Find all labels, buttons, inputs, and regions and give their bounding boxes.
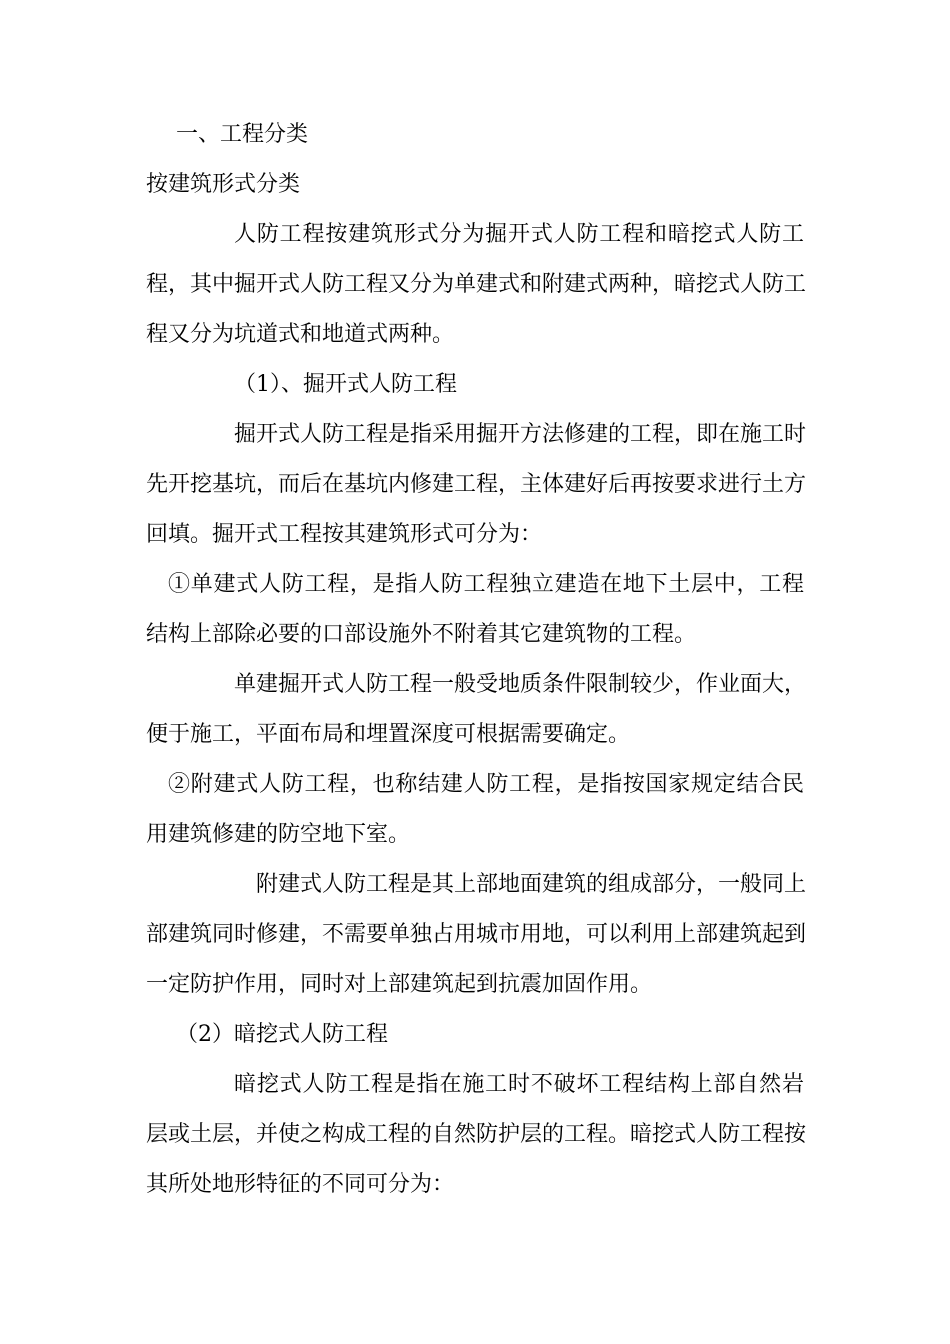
paragraph-line: 程，其中掘开式人防工程又分为单建式和附建式两种，暗挖式人防工 [146, 272, 807, 297]
paragraph-line: 掘开式人防工程是指采用掘开方法修建的工程，即在施工时 [234, 422, 807, 447]
paragraph-line: 人防工程按建筑形式分为掘开式人防工程和暗挖式人防工 [234, 222, 804, 247]
paragraph-line: 其所处地形特征的不同可分为： [146, 1172, 455, 1197]
paragraph-line: 暗挖式人防工程是指在施工时不破坏工程结构上部自然岩 [234, 1072, 804, 1097]
paragraph-line: 程又分为坑道式和地道式两种。 [146, 322, 455, 347]
subsection-heading: （2）暗挖式人防工程 [176, 1022, 388, 1047]
subsection-heading: （1）、掘开式人防工程 [234, 372, 457, 397]
paragraph-line: 一定防护作用，同时对上部建筑起到抗震加固作用。 [146, 972, 653, 997]
paragraph-line: 结构上部除必要的口部设施外不附着其它建筑物的工程。 [146, 622, 697, 647]
paragraph-line: 先开挖基坑，而后在基坑内修建工程，主体建好后再按要求进行土方 [146, 472, 807, 497]
paragraph-line: 层或土层，并使之构成工程的自然防护层的工程。暗挖式人防工程按 [146, 1122, 807, 1147]
section-heading: 一、工程分类 [176, 122, 309, 147]
paragraph-line: 回填。掘开式工程按其建筑形式可分为： [146, 522, 543, 547]
paragraph-line: 用建筑修建的防空地下室。 [146, 822, 411, 847]
paragraph-line: 便于施工，平面布局和埋置深度可根据需要确定。 [146, 722, 631, 747]
paragraph-line: 部建筑同时修建，不需要单独占用城市用地，可以利用上部建筑起到 [146, 922, 807, 947]
paragraph-line: 单建掘开式人防工程一般受地质条件限制较少，作业面大， [234, 672, 807, 697]
paragraph-line: ②附建式人防工程，也称结建人防工程，是指按国家规定结合民 [168, 772, 804, 797]
paragraph-line: 附建式人防工程是其上部地面建筑的组成部分，一般同上 [256, 872, 807, 897]
subsection-heading: 按建筑形式分类 [146, 172, 301, 197]
paragraph-line: ①单建式人防工程，是指人防工程独立建造在地下土层中，工程 [168, 572, 804, 597]
